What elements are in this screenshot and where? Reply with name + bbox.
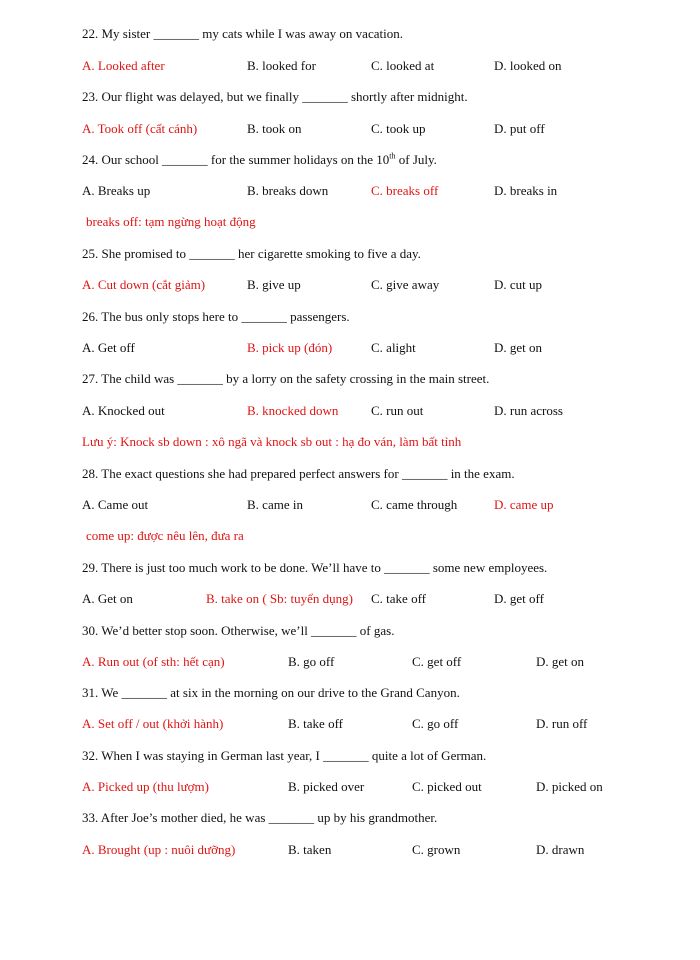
answer-option: B. take off [288,716,343,731]
answer-note: come up: được nêu lên, đưa ra [86,528,244,543]
answer-option: A. Set off / out (khởi hành) [82,716,224,731]
answer-option: B. picked over [288,779,365,794]
answer-note: breaks off: tạm ngừng hoạt động [86,214,256,229]
question-stem: 33. After Joe’s mother died, he was _______ up by his grandmother. [82,810,438,825]
answer-note: Lưu ý: Knock sb down : xô ngã và knock sb out : hạ đo ván, làm bất tỉnh [82,434,462,449]
answer-option: D. looked on [494,58,562,73]
question-stem: 22. My sister _______ my cats while I was away on vacation. [82,26,403,41]
question-stem: 31. We _______ at six in the morning on our drive to the Grand Canyon. [82,685,460,700]
answer-option: C. grown [412,842,461,857]
answer-option: D. put off [494,121,545,136]
answer-option: D. picked on [536,779,603,794]
answer-option: C. run out [371,403,424,418]
answer-option: A. Knocked out [82,403,165,418]
answer-option: D. drawn [536,842,585,857]
answer-option: A. Came out [82,497,149,512]
question-stem: 25. She promised to _______ her cigarette smoking to five a day. [82,246,421,261]
question-stem: 24. Our school _______ for the summer holidays on the 10th of July. [82,151,437,167]
answer-option: D. run across [494,403,563,418]
answer-option: C. looked at [371,58,435,73]
answer-option: C. alight [371,340,416,355]
question-stem: 29. There is just too much work to be done. We’ll have to _______ some new employees. [82,560,548,575]
question-stem: 23. Our flight was delayed, but we finally _______ shortly after midnight. [82,89,468,104]
question-stem: 26. The bus only stops here to _______ passengers. [82,309,350,324]
answer-option: B. took on [247,121,302,136]
answer-option: B. pick up (đón) [247,340,333,355]
answer-option: C. get off [412,654,462,669]
answer-option: C. take off [371,591,426,606]
answer-option: A. Took off (cất cánh) [82,121,198,136]
answer-option: D. breaks in [494,183,558,198]
answer-option: A. Looked after [82,58,165,73]
answer-option: C. breaks off [371,183,439,198]
answer-option: B. go off [288,654,335,669]
question-stem: 27. The child was _______ by a lorry on the safety crossing in the main street. [82,371,490,386]
answer-option: C. give away [371,277,440,292]
answer-option: D. came up [494,497,554,512]
answer-option: A. Get off [82,340,135,355]
question-stem: 32. When I was staying in German last year, I _______ quite a lot of German. [82,748,487,763]
answer-option: C. go off [412,716,459,731]
answer-option: B. looked for [247,58,316,73]
answer-option: C. took up [371,121,426,136]
answer-option: A. Breaks up [82,183,151,198]
question-stem: 28. The exact questions she had prepared perfect answers for _______ in the exam. [82,466,515,481]
answer-option: D. get on [536,654,585,669]
answer-option: B. take on ( Sb: tuyển dụng) [206,591,353,606]
answer-option: C. came through [371,497,458,512]
answer-option: B. taken [288,842,332,857]
answer-option: A. Brought (up : nuôi dưỡng) [82,842,236,857]
answer-option: D. get on [494,340,543,355]
answer-option: B. came in [247,497,303,512]
answer-option: D. cut up [494,277,543,292]
answer-option: B. breaks down [247,183,329,198]
answer-option: C. picked out [412,779,482,794]
answer-option: A. Cut down (cắt giảm) [82,277,206,292]
answer-option: A. Run out (of sth: hết cạn) [82,654,225,669]
answer-option: D. run off [536,716,588,731]
answer-option: B. knocked down [247,403,339,418]
answer-option: A. Picked up (thu lượm) [82,779,209,794]
answer-option: D. get off [494,591,544,606]
answer-option: B. give up [247,277,301,292]
answer-option: A. Get on [82,591,133,606]
question-stem: 30. We’d better stop soon. Otherwise, we’ll _______ of gas. [82,623,395,638]
